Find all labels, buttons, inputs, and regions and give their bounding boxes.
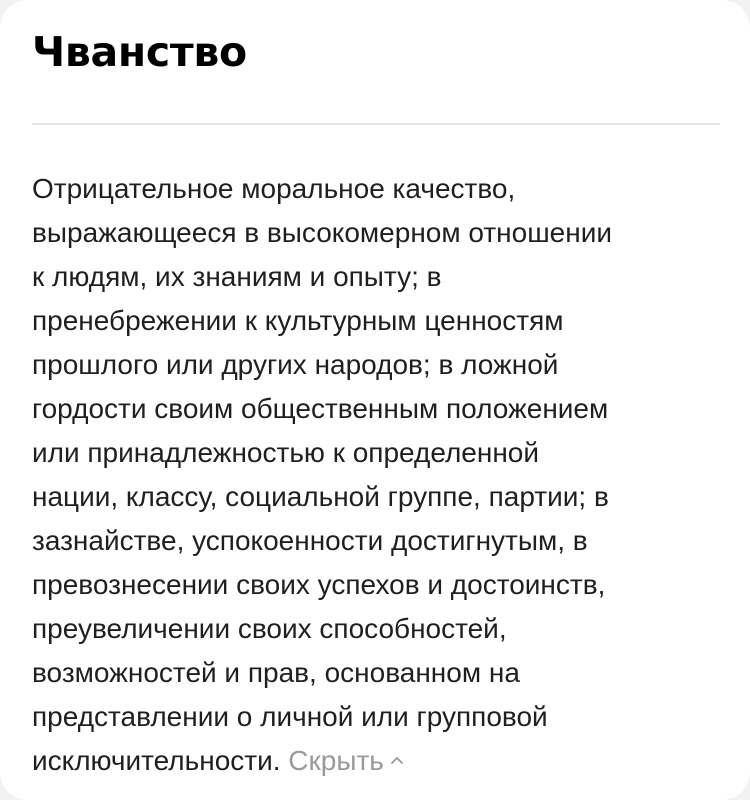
definition-line: преувеличении своих способностей, (32, 613, 507, 644)
definition-last-line (32, 739, 732, 783)
definition-line: к людям, их знаниям и опыту; в (32, 261, 442, 292)
definition-line: представлении о личной или групповой (32, 701, 548, 732)
definition-line: или принадлежностью к определенной (32, 437, 540, 468)
collapse-label: Скрыть (288, 745, 384, 776)
definition-line: исключительности. (32, 745, 281, 776)
definition-line: прошлого или других народов; в ложной (32, 349, 559, 380)
definition-line: Отрицательное моральное качество, (32, 173, 516, 204)
definition-line: нации, классу, социальной группе, партии; в (32, 481, 609, 512)
definition-text (32, 167, 732, 783)
definition-line: гордости своим общественным положением (32, 393, 609, 424)
collapse-button[interactable] (288, 745, 404, 776)
definition-line: возможностей и прав, основанном на (32, 657, 520, 688)
definition-line: превознесении своих успехов и достоинств, (32, 569, 606, 600)
chevron-up-icon (390, 753, 404, 767)
definition-line: выражающееся в высокомерном отношении (32, 217, 612, 248)
definition-line: зазнайстве, успокоенности достигнутым, в (32, 525, 588, 556)
term-title: Чванство (32, 28, 247, 76)
divider (32, 123, 720, 125)
definition-line: пренебрежении к культурным ценностям (32, 305, 564, 336)
